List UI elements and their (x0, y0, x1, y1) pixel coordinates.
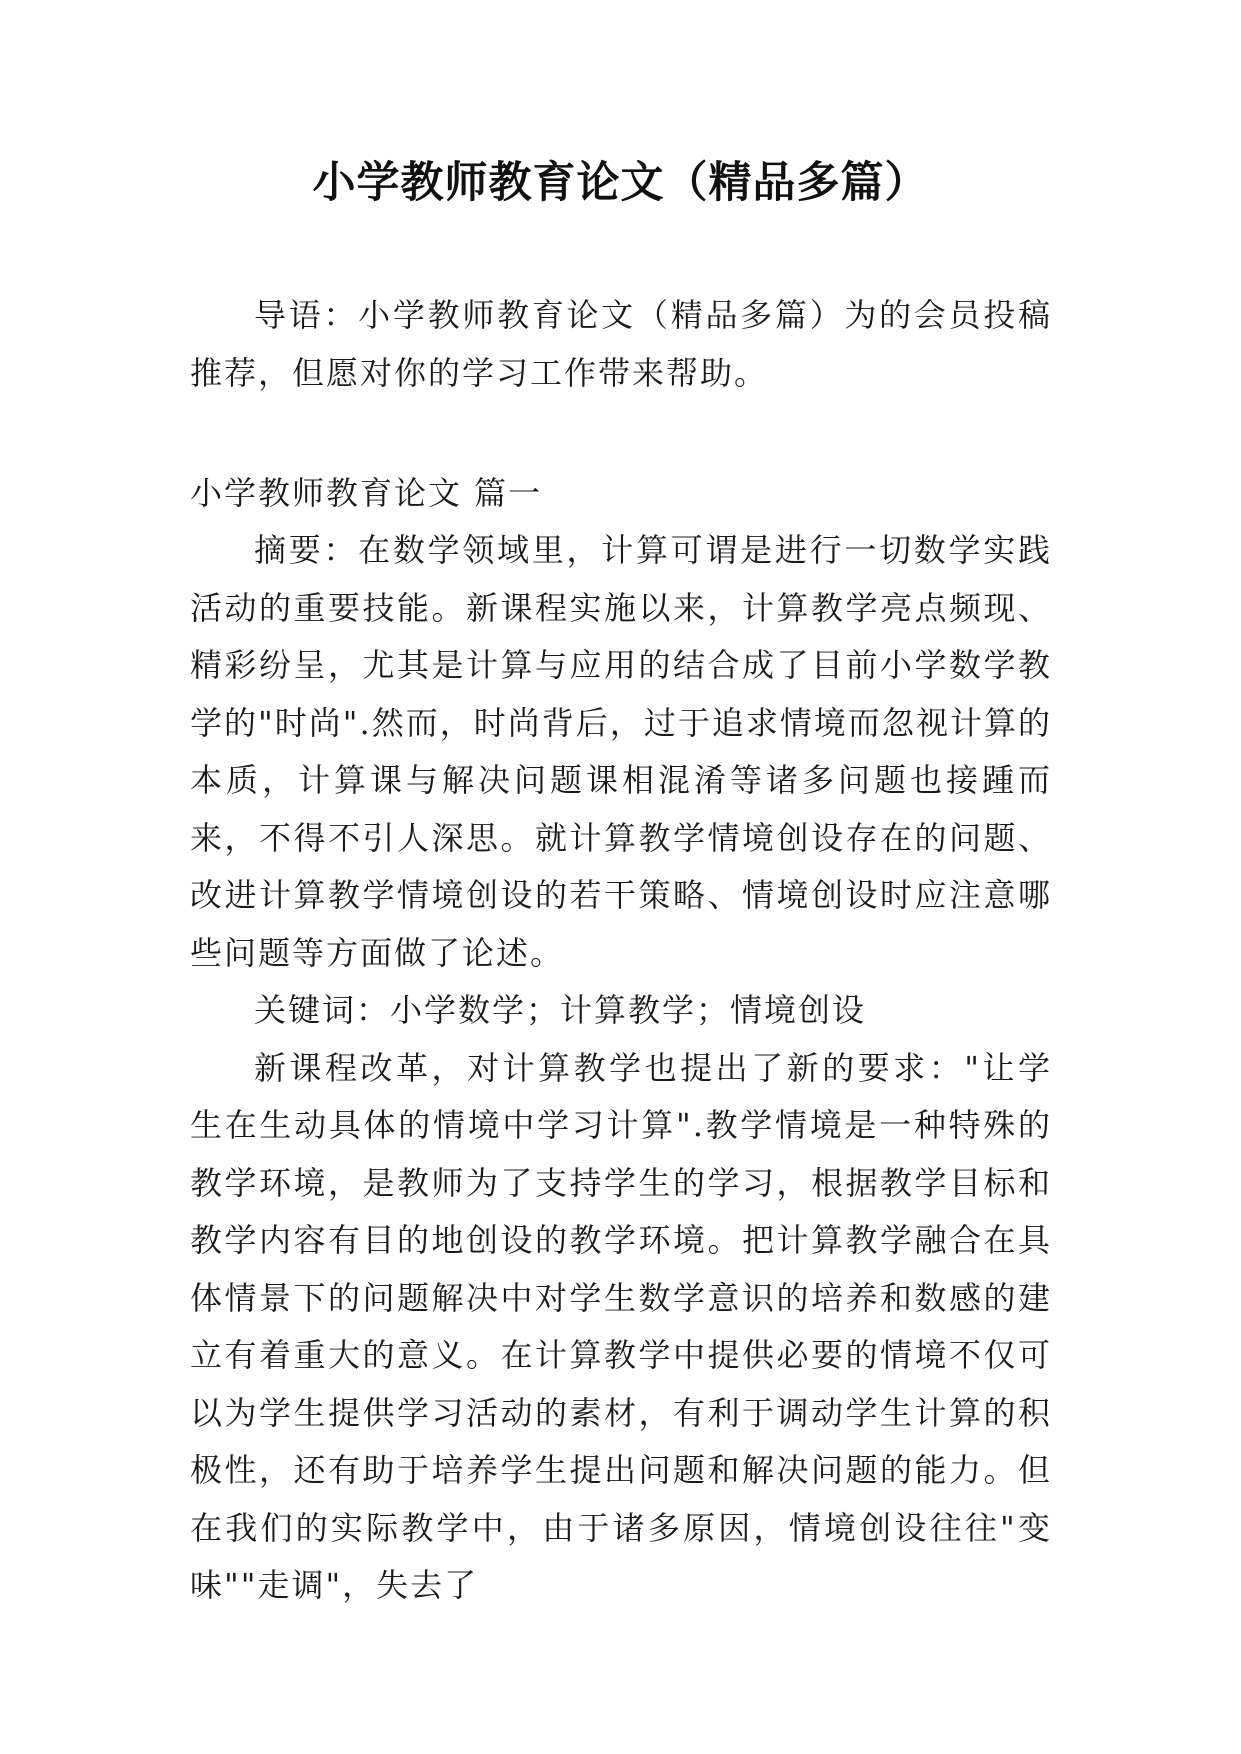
keywords-paragraph: 关键词：小学数学；计算教学；情境创设 (254, 991, 867, 1029)
section-heading: 小学教师教育论文 篇一 (190, 474, 543, 512)
abstract-paragraph: 摘要：在数学领域里，计算可谓是进行一切数学实践活动的重要技能。新课程实施以来，计算教学亮点频现、精彩纷呈，尤其是计算与应用的结合成了目前小学数学教学的"时尚".然而，时尚背后，过于追求情境而忽视计算的本质，计算课与解决问题课相混淆等诸多问题也接踵而来，不得不引人深思。就计算教学情境创设存在的问题、改进计算教学情境创设的若干策略、情境创设时应注意哪些问题等方面做了论述。 (190, 531, 1052, 972)
body-paragraph: 新课程改革，对计算教学也提出了新的要求："让学生在生动具体的情境中学习计算".教学情境是一种特殊的教学环境，是教师为了支持学生的学习，根据教学目标和教学内容有目的地创设的教学环境。把计算教学融合在具体情景下的问题解决中对学生数学意识的培养和数感的建立有着重大的意义。在计算教学中提供必要的情境不仅可以为学生提供学习活动的素材，有利于调动学生计算的积极性，还有助于培养学生提出问题和解决问题的能力。但在我们的实际教学中，由于诸多原因，情境创设往往"变味""走调"，失去了 (190, 1048, 1052, 1604)
article-body (190, 522, 1052, 1615)
intro-block (190, 287, 1052, 402)
document-title: 小学教师教育论文（精品多篇） (312, 158, 929, 208)
intro-paragraph: 导语：小学教师教育论文（精品多篇）为的会员投稿推荐，但愿对你的学习工作带来帮助。 (190, 296, 1052, 392)
